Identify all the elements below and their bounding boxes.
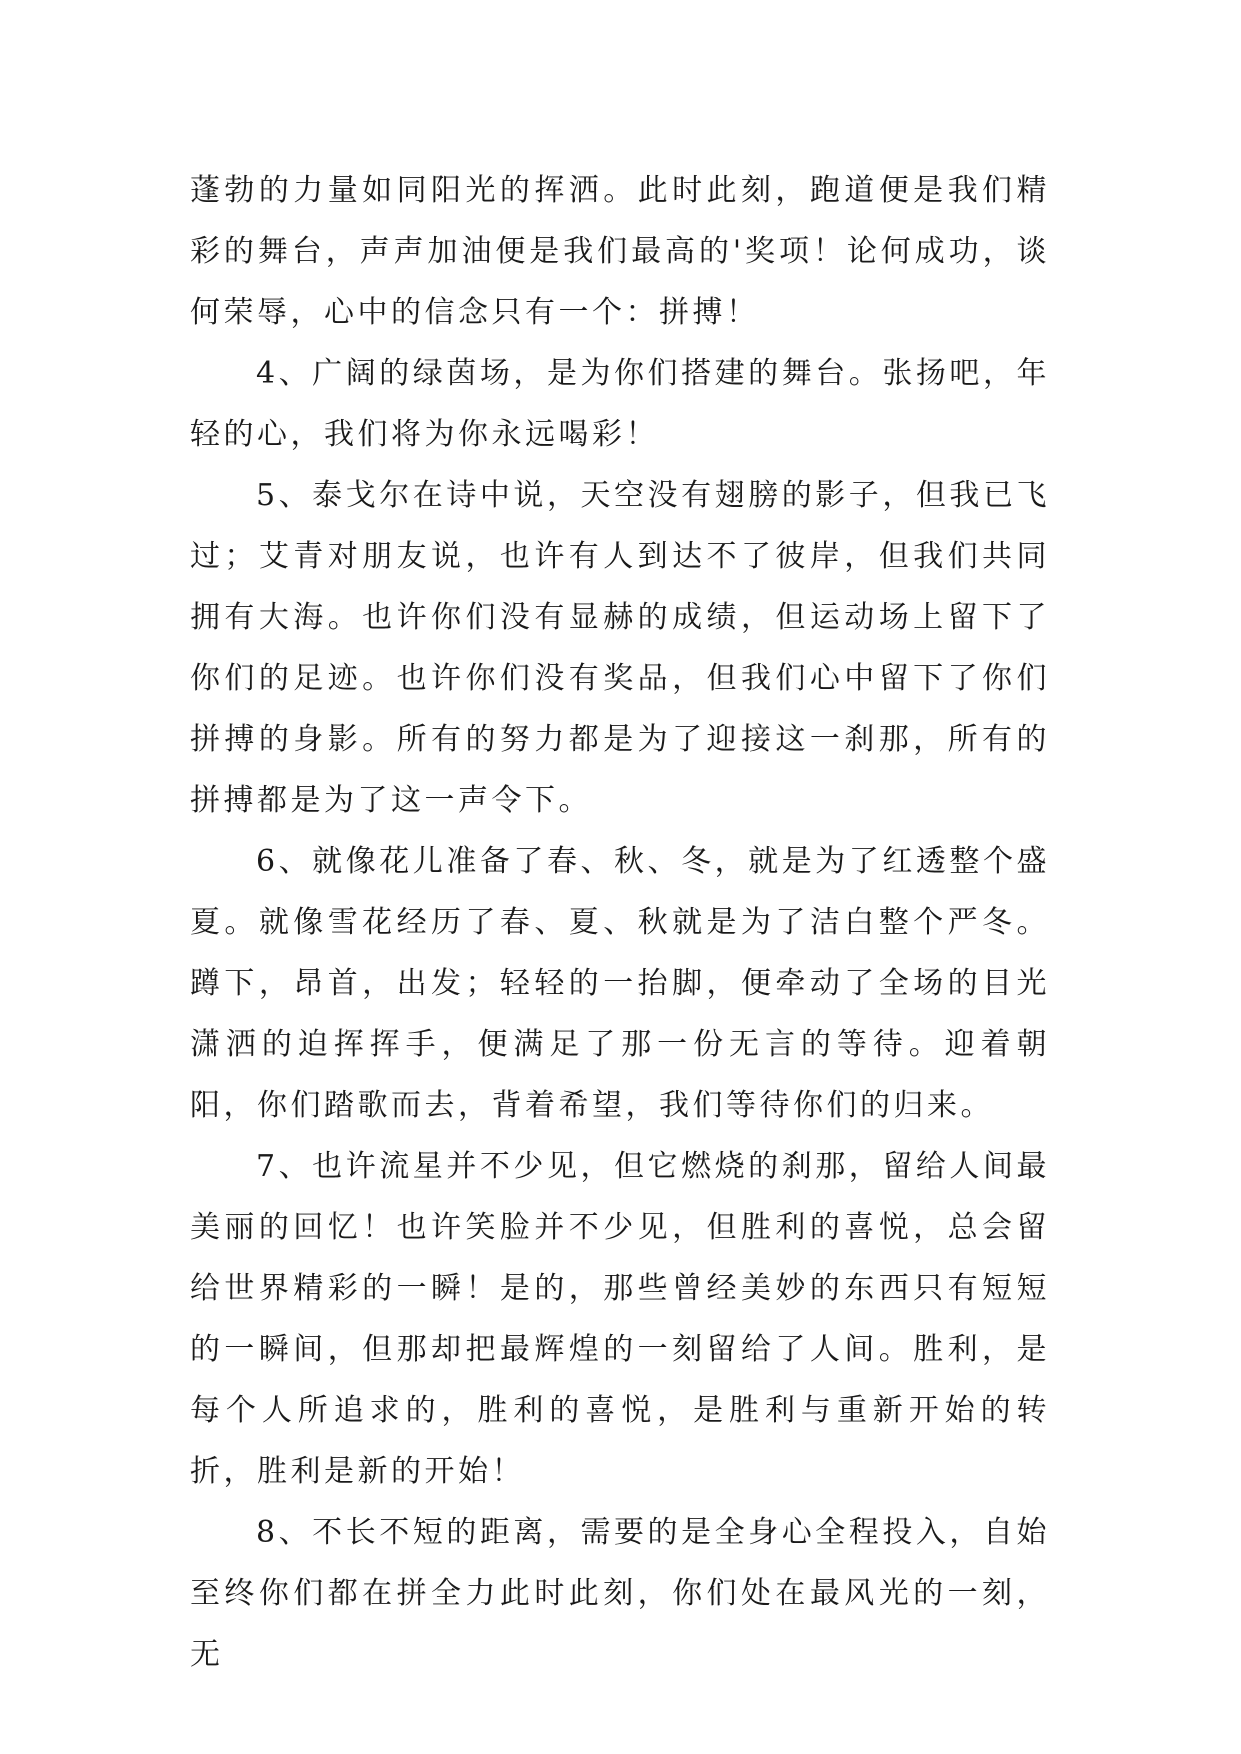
document-body — [190, 160, 1050, 1685]
paragraph-continued: 蓬勃的力量如同阳光的挥洒。此时此刻，跑道便是我们精彩的舞台，声声加油便是我们最高的'奖项！论何成功，谈何荣辱，心中的信念只有一个：拼搏！ — [190, 173, 1050, 330]
paragraph-6: 6、就像花儿准备了春、秋、冬，就是为了红透整个盛夏。就像雪花经历了春、夏、秋就是为了洁白整个严冬。蹲下，昂首，出发；轻轻的一抬脚，便牵动了全场的目光潇洒的迫挥挥手，便满足了那一份无言的等待。迎着朝阳，你们踏歌而去，背着希望，我们等待你们的归来。 — [190, 844, 1050, 1123]
paragraph-5: 5、泰戈尔在诗中说，天空没有翅膀的影子，但我已飞过；艾青对朋友说，也许有人到达不了彼岸，但我们共同拥有大海。也许你们没有显赫的成绩，但运动场上留下了你们的足迹。也许你们没有奖品，但我们心中留下了你们拼搏的身影。所有的努力都是为了迎接这一刹那，所有的拼搏都是为了这一声令下。 — [190, 478, 1050, 818]
paragraph-4: 4、广阔的绿茵场，是为你们搭建的舞台。张扬吧，年轻的心，我们将为你永远喝彩！ — [190, 356, 1050, 452]
paragraph-7: 7、也许流星并不少见，但它燃烧的刹那，留给人间最美丽的回忆！也许笑脸并不少见，但胜利的喜悦，总会留给世界精彩的一瞬！是的，那些曾经美妙的东西只有短短的一瞬间，但那却把最辉煌的一刻留给了人间。胜利，是每个人所追求的，胜利的喜悦，是胜利与重新开始的转折，胜利是新的开始！ — [190, 1149, 1050, 1489]
paragraph-8: 8、不长不短的距离，需要的是全身心全程投入，自始至终你们都在拼全力此时此刻，你们处在最风光的一刻，无 — [190, 1515, 1050, 1672]
